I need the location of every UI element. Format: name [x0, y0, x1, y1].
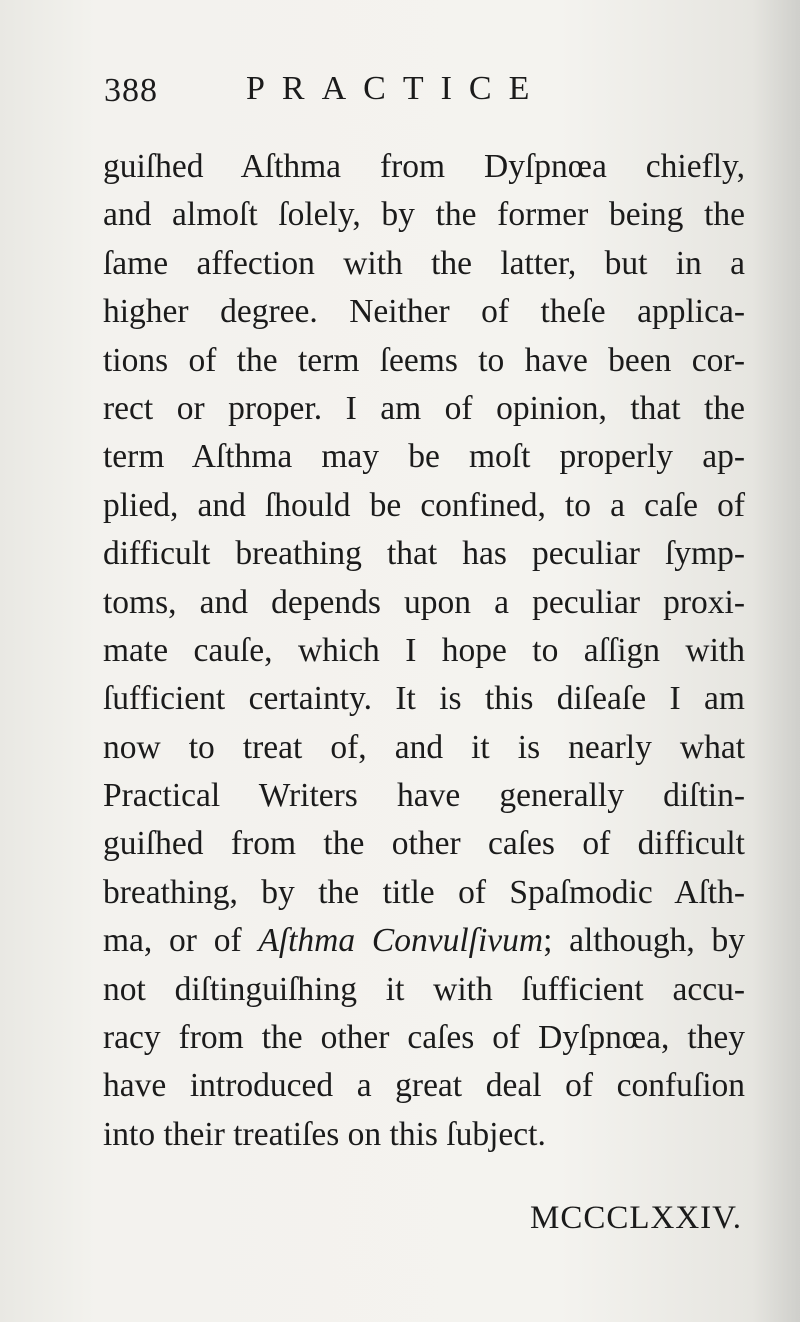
body-text	[103, 143, 745, 1159]
text-line: have introduced a great deal of confuſion	[103, 1067, 745, 1105]
text-line: ſame affection with the latter, but in a	[103, 244, 745, 282]
text-line: into their treatiſes on this ſubject.	[103, 1115, 546, 1153]
text-line: and almoſt ſolely, by the former being the	[103, 196, 745, 234]
text-line: rect or proper. I am of opinion, that the	[103, 389, 745, 427]
catchword: MCCCLXXIV.	[529, 1200, 742, 1236]
text-line: term Aſthma may be moſt properly ap-	[103, 438, 745, 476]
text-line: higher degree. Neither of theſe applica-	[103, 293, 745, 331]
page-header	[100, 70, 740, 120]
text-line-with-italic	[103, 917, 745, 965]
italic-term: Aſthma Convulſivum	[258, 922, 544, 960]
text-line: not diſtinguiſhing it with ſufficient accu-	[103, 970, 745, 1008]
page-number: 388	[104, 72, 158, 109]
text-segment: ma, or of	[103, 922, 259, 960]
text-line: guiſhed Aſthma from Dyſpnœa chiefly,	[103, 148, 745, 185]
text-line: Practical Writers have generally diſtin-	[103, 777, 745, 815]
text-line: difficult breathing that has peculiar ſymp-	[103, 535, 745, 573]
text-line: plied, and ſhould be confined, to a caſe of	[103, 486, 745, 524]
text-line: toms, and depends upon a peculiar proxi-	[103, 583, 745, 621]
text-line: ſufficient certainty. It is this diſeaſe I am	[103, 680, 745, 718]
text-line: mate cauſe, which I hope to aſſign with	[103, 631, 745, 669]
text-line: guiſhed from the other caſes of difficult	[103, 825, 745, 863]
text-line: racy from the other caſes of Dyſpnœa, they	[103, 1019, 745, 1057]
text-line: breathing, by the title of Spaſmodic Aſth-	[103, 873, 745, 911]
running-head: PRACTICE	[246, 70, 547, 107]
text-line: tions of the term ſeems to have been cor-	[103, 341, 745, 379]
text-line: now to treat of, and it is nearly what	[103, 728, 745, 766]
text-segment: ; although, by	[543, 922, 745, 960]
